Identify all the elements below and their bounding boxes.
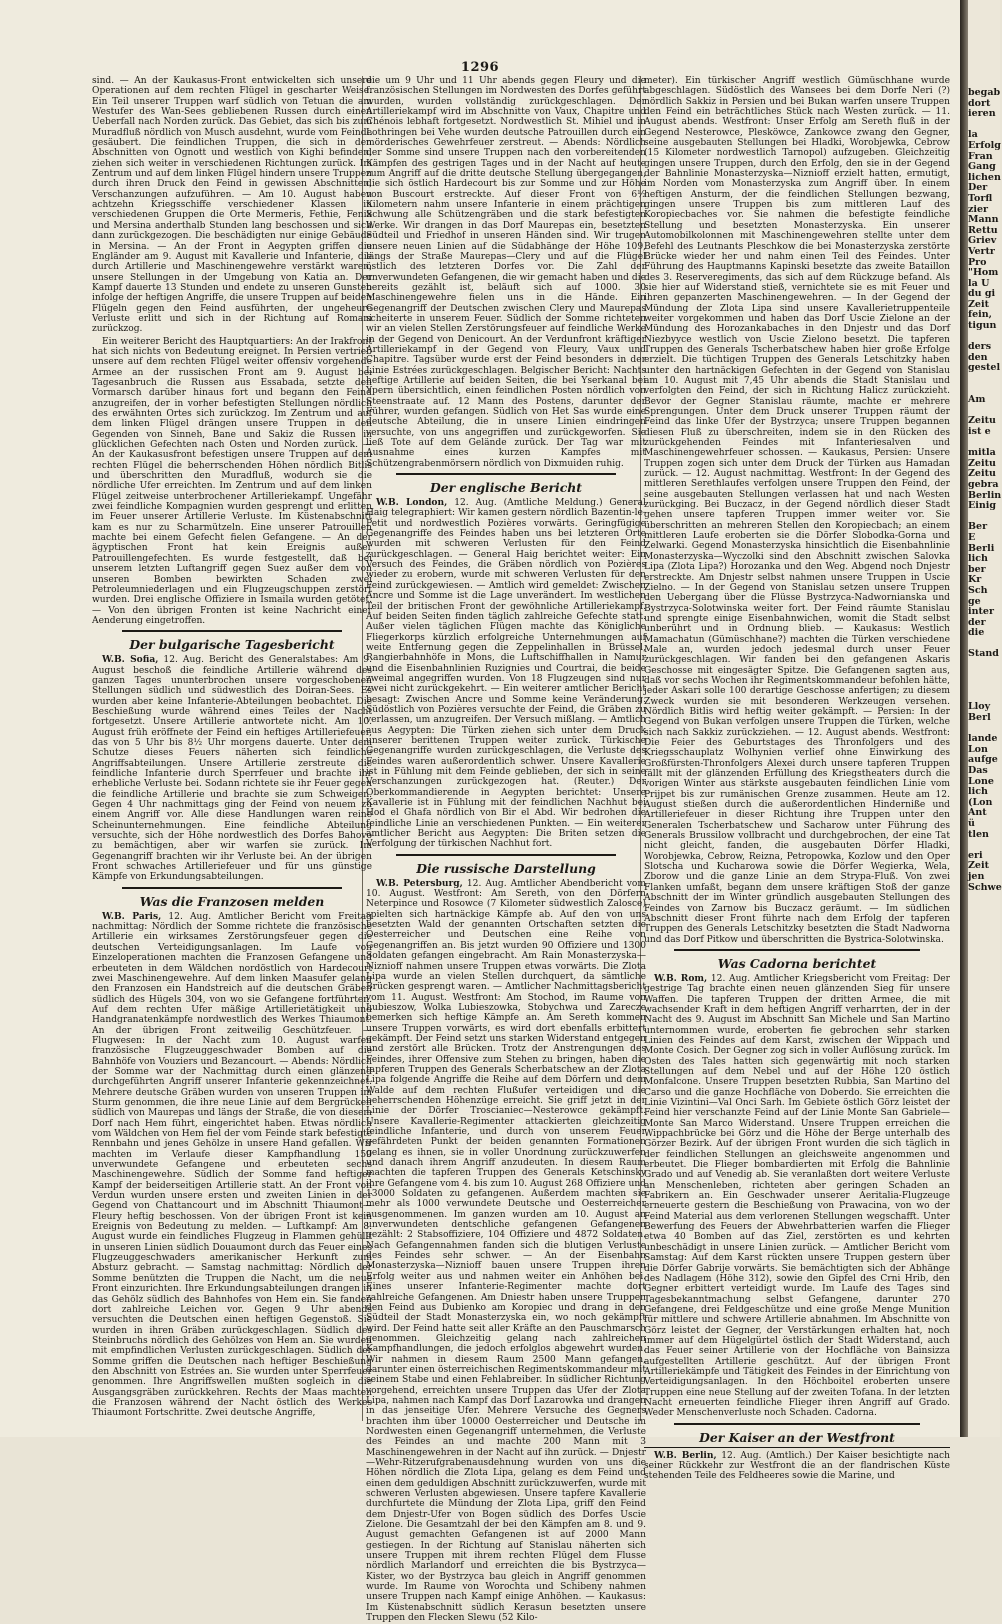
adjacent-page-fragment: gestel <box>968 362 1001 374</box>
adjacent-page-fragment: lich <box>968 553 988 565</box>
section-heading-french: Was die Franzosen melden <box>139 893 325 909</box>
adjacent-page-fragment: zier <box>968 203 989 215</box>
dateline: W.B. Rom, <box>654 972 708 984</box>
article-paragraph: meter). Ein türkischer Angriff westlich Gümüschhane wurde abgeschlagen. Südöstlich des Wansees bei dem Dorfe Neri (?) nördlich Sakkiz in Persien und bei Bukan warfen unsere Truppen den Feind ein beträchtliches Stück nach Westen zurück. — 11. August abends. Westfront: Unser Erfolg am Sereth fluß in der Gegend Nesterowce, Plesköwce, Zankowce zwang den Gegner, seine ausgebauten Stellungen bei Hladki, Worobjewka, Cebrow (15 Kilometer nordwestlich Tarnopol) aufzugeben. Gleichzeitig gingen unsere Truppen, durch den Erfolg, den sie in der Gegend der Bahnlinie Monasterzyska—Niznioff erzielt hatten, ermutigt, im Norden vom Monasterzyska zum Angriff über. In einem heftigen Ansturm, der die feindlichen Stellungen bezwang, gingen unsere Truppen bis zum mittleren Lauf des Koropiecbaches vor. Sie nahmen die befestigte feindliche Stellung und besetzten Monasterzyska. Ein unserer Automobilkolonnen mit Maschinengewehren stellte unter dem Befehl des Leutnants Pleschkow die bei Monasterzyska zerstörte Brücke wieder her und nahm einen Teil des Feindes. Unter Führung des Hauptmanns Kapinski besetzte das zweite Bataillon des 3. Reserveregiments, das sich auf dem Rückzuge befand. Als sie hier auf Widerstand stieß, vernichtete sie es mit Feuer und ihren gepanzerten Maschinengewehren. — In der Gegend der Mündung der Zlota Lipa sind unsere Kavallerietruppenteile weiter vorgekommen und haben das Dorf Uscie Zielone an der Mündung des Horozankabaches in den Dnjestr und das Dorf Niezbyyce westlich von Uscie Zielono besetzt. Die tapferen Truppen des Generals Tscherbatschew haben hier große Erfolge erzielt. Die tüchtigen Truppen des Generals Letschitzky haben unter den hartnäckigen Gefechten in der Gegend von Stanislau am 10. August mit 7,45 Uhr abends die Stadt Stanislau und verfolgten den Feind, der sich in Richtung Halicz zurückzieht. Bevor der Gegner Stanislau räumte, machte er mehrere Sprengungen. Unter dem Druck unserer Truppen räumt der Feind das linke Ufer der Bystrzyca; unsere Truppen begannen diesen Fluß zu überschreiten, indem sie in den Rücken des zurückgehenden Feindes mit Infanteriesalven und Maschinengewehrfeuer schossen. — Kaukasus, Persien: Unsere Truppen zogen sich unter dem Druck der Türken aus Hamadan zurück. — 12. August nachmittag. Westfront: In der Gegend des mittleren Serethlaufes verfolgen unsere Truppen den Feind, der seine ausgebauten Stellungen verlassen hat und nach Westen zurückging. Bei Buczacz, in der Gegend nördlich dieser Stadt gehen unsere tapferen Truppen immer weiter vor. Sie überschritten an mehreren Stellen den Koropiecbach; an einem mittleren Laufe eroberten sie die Dörfer Slobodka-Gorna und Zelwarki. Gegend Monasterzyska hinsichtlich die Eisenbahnlinie Monasterzyska—Wyczolki sind den Abschnitt zwischen Salovka Lipa (Zlota Lipa?) Horozanka und den Weg. Abgend noch Dnjestr erstreckte. Am Dnjestr selbst nahmen unsere Truppen in Uscie Zielno. — In der Gegend von Stanislau setzen unsere Truppen den Uebergang über die Flüsse Bystrzyca-Nadwornianska und Bystrzyca-Solotwinska weiter fort. Der Feind räumte Stanislau und sprengte einige Eisenbahnwichen, womit die Stadt selbst unberührt und in Ordnung blieb. — Kaukasus: Westlich Mamachatun (Gümüschhane?) machten die Türken verschiedene Male an, wurden jedoch jedesmal durch unser Feuer zurückgeschlagen. Wir fanden bei den gefangenen Askaris Geschosse mit eingesägter Spitze. Die Gefangenen sagten aus, daß vor sechs Wochen ihr Regimentskommandeur befohlen hätte, jeder Askari solle 100 derartige Geschosse anfertigen; zu diesem Zweck wurden sie mit besonderen Werkzeugen versehen. Nördlich Bitlis wird heftig weiter gekämpft. — Persien: In der Gegend von Bukan verfolgen unsere Truppen die Türken, welche sich nach Sakkiz zurückziehen. — 12. August abends. Westfront: Die Feier des Geburtstages des Thronfolgers und des Kriegsschauplatz Wolhynien verlief ohne Einwirkung des Großfürsten-Thronfolgers Alexei durch unsere tapferen Truppen fällt mit der glänzenden Erfüllung des Kriegstheaters durch die vorigen Winter aus stärkste ausgebauten feindlichen Linie vom Prijpet bis zur rumänischen Grenze zusammen. Heute am 12. August stießen durch die außerordentlichen Hinderniße und Artilleriefeuer in dieser Richtung ihre Truppen unter den Generalen Tscherbatschew und Sacharow unter Führung des Generals Brussilow vollbracht und durchgebrochen, der eine Tat nicht gleicht, fanden, die ausgebauten Dörfer Hladki, Worobjewka, Cebrow, Reizna, Petropowka, Kozlow und den Oper Slotscha und Kucharowa sowie die Dörfer Wegierka, Wela, Zborow und die ganze Linie an dem Strypa-Fluß. Von zwei Flanken umfaßt, begann dem unsere kräftigen Stoß der ganze Abschnitt der im Winter gründlich ausgebauten Stellungen des Feindes von Zarnow bis Buczacz geräumt. — Im südlichen Abschnitt dieser Front führte nach dem Erfolg der tapferen Truppen des Generals Letschitzky besetzten die Stadt Nadworna und das Dorf Pitkow und überschritten die Bystrica-Solotwinska. <box>644 76 950 945</box>
adjacent-page-fragment: Kr <box>968 574 982 586</box>
article-paragraph: die um 9 Uhr und 11 Uhr abends gegen Fleury und die französischen Stellungen im Nordwesten des Dorfes geführt wurden, wurden vollständig zurückgeschlagen. Der Artilleriekampf wird im Abschnitte von Vaux, Chapitre und Chénois lebhaft fortgesetzt. Nordwestlich St. Mihiel und in Lothringen bei Vehe wurden deutsche Patrouillen durch ein mörderisches Gewehrfeuer zerstreut. — Abends: Nördlich der Somme sind unsere Truppen nach den vorbereitenden Kämpfen des gestrigen Tages und in der Nacht auf heute zum Angriff auf die dritte deutsche Stellung übergegangen, die sich östlich Hardecourt bis zur Somme und zur Höhe von Buscourt erstreckte. Auf dieser Front von 6½ Kilometern nahm unsere Infanterie in einem prächtigen Schwung alle Schützengräben und die stark befestigten Werke. Wir drangen in das Dorf Maurepas ein, besetzten Südteil und Friedhof in unseren Händen sind. Wir trugen unsere neuen Linien auf die Südabhänge der Höhe 109, längs der Straße Maurepas—Clery und auf die Flügel östlich des letzteren Dorfes vor. Die Zahl der unverwundeten Gefangenen, die wir gemacht haben und die bereits gezählt ist, beläuft sich auf 1000. 30 Maschinengewehre fielen uns in die Hände. Ein Gegenangriff der Deutschen zwischen Clery und Maurepas scheiterte in unserem Feuer. Südlich der Somme richteten wir an vielen Stellen Zerstörungsfeuer auf feindliche Werke in der Gegend von Denicourt. An der Verdunfront kräftiger Artilleriekampf in der Gegend von Fleury, Vaux und Chapitre. Tagsüber wurde erst der Feind besonders in der Linie Estrées zurückgeschlagen. Belgischer Bericht: Nachts heftige Artillerie auf beiden Seiten, die bei Yserkanal bei Ypern übersichtlich, einen feindlichen Posten nördlich von Steenstraate auf. 12 Mann des Postens, darunter der Führer, wurden gefangen. Südlich von Het Sas wurde eine deutsche Abteilung, die in unsere Linien eindringen versuchte, von uns angegriffen und zurückgeworfen. Sie ließ Tote auf dem Gelände zurück. Der Tag war mit Ausnahme eines kurzen Kampfes mit Schützengrabenmörsern nördlich von Dixmuiden ruhig. <box>366 76 646 469</box>
adjacent-page-fragment: Erfolg <box>968 139 1001 151</box>
adjacent-page-fragment: la <box>968 129 978 141</box>
dateline: W.B. Sofia, <box>102 654 159 666</box>
adjacent-page-fragment: Zeitu <box>968 415 996 427</box>
article-paragraph: 12. Aug. Amtlicher Abendbericht vom 10. August. Westfront: Am Sereth, von den Dörfern Neterpince und Rosowce (7 Kilometer südwestlich Zalosce) spielten sich hartnäckige Kämpfe ab. Auf den von uns besetzten Wald der genannten Ortschaften setzten die Oesterreicher und Deutschen eine Reihe von Gegenangriffen an. Bis jetzt wurden 90 Offiziere und 1300 Soldaten gefangen eingebracht. Am Rain Monasterzyska—Niznioff nahmen unsere Truppen etwas vorwärts. Die Zlota Lipa wurde an vielen Stellen durchquert, da sämtliche Brücken gesprengt waren. — Amtlicher Nachmittagsbericht vom 11. August. Westfront: Am Stochod, im Raume von Lubieszow, Wolka Lubieszowka, Stobychwa und Zarecze bemerken sich heftige Kämpfe an. Am Sereth kommen unsere Truppen vorwärts, es wird dort ebenfalls erbittert gekämpft. Der Feind setzt uns starken Widerstand entgegen und zerstört alle Brücken. Trotz der Anstrengungen des Feindes, ihrer Offensive zum Stehen zu bringen, haben die tapferen Truppen des Generals Scherbatschew an der Zlota Lipa folgende Angriffe die Reihe auf dem Dörfern und dem Walde auf dem rechten Flußufer verteidigen und die beherrschenden Höhenzüge erreicht. Sie griff jetzt in der Linie der Dörfer Troscianiec—Nesterowce gekämpft. Unsere Kavallerie-Regimenter attackierten gleichzeitig feindliche Infanterie, und durch von unserem Feuer gefährdeten Punkt der beiden genannten Formationen gelang es ihnen, sie in voller Unordnung zurückzuwerfen und danach ihrem Angriff anzudeuten. In diesem Raum machten die tapferen Truppen des Generals Ketschinsky ihre Gefangene vom 4. bis zum 10. August 268 Offiziere und 13000 Soldaten zu gefangenen. Außerdem machten sie mehr als 1000 verwundete Deutsche und Oesterreicher ausgenommenen. Im ganzen wurden am 10. August an unverwundeten dentschliche gefangenen Gefangenen gezählt: 2 Stabsoffiziere, 104 Offiziere und 4872 Soldaten. Nach Gefangennahmen fanden sich die blutigen Verluste des Feindes sehr schwer. — An der Eisenbahn Monasterzyska—Niznioff bauen unsere Truppen ihren Erfolg weiter aus und nahmen weiter ein Anhöhen bei. Eines unserer Infanterie-Regimenter machte dort zahlreiche Gefangenen. Am Dniestr haben unsere Truppen den Feind aus Dubienko am Koropiec und drang in den Südteil der Stadt Monasterzyska ein, wo noch gekämpft wird. Der Feind hatte seit aller Kräfte an den Pauschmarsch genommen. Gleichzeitig gelang nach zahlreichen Kampfhandlungen, die jedoch erfolglos abgewehrt wurden. Wir nahmen in diesem Raum 2500 Mann gefangen, darunter einen österreichischen Regimentskommandeur mit seinem Stabe und einen Fehlabreiber. In südlicher Richtung vorgehend, erreichten unsere Truppen das Ufer der Zlota Lipa, nahmen nach Kampf das Dorf Lazarowka und drangen in das jenseitige Ufer. Mehrere Versuche des Gegners brachten ihm über 10000 Oesterreicher und Deutsche im Nordwesten einen Gegenangriff unternehmen, die Verluste des Feindes an und machte 200 Mann mit 3 Maschinengewehren in der Nacht auf ihn zurück. — Dnjestr—Wehr-Ritzerufgrabenausdehnung wurden von uns die Höhen nördlich die Zlota Lipa, gelang es dem Feind und einen dem geduldigen Abschnitt zurückzuwerfen, wurde mit schweren Verlusten abgewiesen. Unsere tapfere Kavallerie durchfurtete die Mündung der Zlota Lipa, griff den Feind dem Dnjestr-Ufer von Bogen südlich des Dorfes Uscie Zielone. Die Gesamtzahl der bei den Kämpfen am 8. und 9. August gemachten Gefangenen ist auf 2000 Mann gestiegen. In der Richtung auf Stanislau näherten sich unsere Truppen mit ihrem rechten Flügel dem Flusse nördlich Marlandorf und erreichten die bis Bystrzyca—Kister, wo der Bystrzyca bau gleich in Angriff genommen wurde. Im Raume von Worochta und Schibeny nahmen unsere Truppen nach Kampf einige Anhöhen. — Kaukasus: Im Küstenabschnitt südlich Kerasun besetzten unsere Truppen den Flecken Slewu (52 Kilo- <box>366 878 646 1624</box>
dateline: W.B. London, <box>376 497 448 509</box>
section-heading-english: Der englische Bericht <box>429 480 583 496</box>
adjacent-page-fragment: gebra <box>968 478 999 490</box>
adjacent-page-fragment: jen <box>968 870 985 882</box>
adjacent-page-fragment: Lon <box>968 743 988 755</box>
adjacent-page-fragment: tlen <box>968 828 989 840</box>
adjacent-page-fragment: Der <box>968 182 988 194</box>
adjacent-page-fragment: tigun <box>968 320 997 332</box>
adjacent-page-fragment: ieren <box>968 108 996 120</box>
article-paragraph: 12. Aug. (Amtlich.) Der Kaiser besichtigte nach seiner Rückkehr zur Westfront die an der flandrischen Küste stehenden Teile des Feldheeres sowie die Marine, und <box>644 1450 950 1482</box>
adjacent-page-fragment: "Hom <box>968 267 999 279</box>
article-paragraph: Ein weiterer Bericht des Hauptquartiers: An der Irakfront hat sich nichts von Bedeutung ereignet. In Persien vertrieb unsere auf dem rechten Flügel weiter offensiv vorgehende Armee an der russischen Front am 9. August bei Tagesanbruch die Russen aus Essabada, setzte den Vormarsch darüber hinaus fort und begann den Feind anzugreifen, der in vorher befestigten Stellungen nördlich des erwähnten Ortes sich zurückzog. Im Zentrum und auf dem linken Flügel drängen unsere Truppen in den Gegenden von Sinneh, Bane und Sakiz die Russen in glücklichen Gefechten nach Osten und Norden zurück. — An der Kaukasusfront befestigen unsere Truppen auf dem rechten Flügel die beherrschenden Höhen nördlich Bitlis und überschritten den Muradfluß, wodurch sie die nördliche Ufer erreichten. Im Zentrum und auf dem linken Flügel zeitweise unterbrochener Artilleriekampf. Ungefähr zwei feindliche Kompagnien wurden gesprengt und erlitten im Feuer unserer Artillerie Verluste. Im Küstenabschnitt kam es nur zu Scharmützeln. Eine unserer Patrouillen machte bei einem Gefecht fielen Gefangene. — An der ägyptischen Front hat kein Ereignis außer Patrouillengefechten. Es wurde festgestellt, daß bei unserem letzten Luftangriff gegen Suez außer dem von unseren Bomben bewirkten Schaden zwei Petroleumniederlagen und ein Flugzeugschuppen zerstört wurden. Drei englische Offiziere in Ismaila wurden getötet. — Von den übrigen Fronten ist keine Nachricht einer Aenderung eingetroffen. <box>92 336 372 626</box>
adjacent-page-fragment: Lone <box>968 775 994 787</box>
adjacent-page-fragment: mitla <box>968 447 996 459</box>
adjacent-page-fragment: Berli <box>968 542 995 554</box>
adjacent-page-fragment: eri <box>968 849 983 861</box>
article-paragraph: sind. — An der Kaukasus-Front entwickelten sich unsere Operationen auf dem rechten Flügel in gescharter Weise. Ein Teil unserer Truppen warf südlich von Tetuan die am Westufer des Wan-Sees gebliebenen Russen durch einen Ueberfall nach Norden zurück. Das Gebiet, das sich bis zum Muradfluß nördlich von Musch ausdehnt, wurde vom Feinde gesäubert. Die feindlichen Truppen, die sich in den Abschnitten von Ognott und westlich von Kighi befinden, ziehen sich weiter in verschiedenen Richtungen zurück. Im Zentrum und auf dem linken Flügel hindern unsere Truppen durch ihren Druck den Feind in gewissen Abschnitten, Verschanzungen aufzuführen. — Am 10. August haben achtzehn Kriegsschiffe verschiedener Klassen in verschiedenen Gruppen die Orte Mermeris, Fethie, Fenik und Mersina anderthalb Stunden lang beschossen und sich dann zurückgezogen. Die beschädigten nur einige Gebäude in Mersina. — An der Front in Aegypten griffen die Engländer am 9. August mit Kavallerie und Infanterie, die durch Artillerie und Maschinengewehre verstärkt waren, unsere Stellungen in der Umgebung von Katia an. Der Kampf dauerte 13 Stunden und endete zu unseren Gunsten infolge der heftigen Angriffe, die unsere Truppen auf beiden Flügeln gegen den Feind ausführten, der ungeheure Verluste erlitt und sich in der Richtung auf Romani zurückzog. <box>92 76 372 335</box>
adjacent-page-fragment: Am <box>968 394 986 406</box>
section-divider <box>122 887 342 889</box>
adjacent-page-fragment: Zeit <box>968 298 989 310</box>
adjacent-page-fragment: Zeitu <box>968 457 996 469</box>
section-divider <box>674 1423 920 1425</box>
adjacent-page-fragment: E <box>968 531 976 543</box>
adjacent-page-fragment: der <box>968 616 986 628</box>
adjacent-page-fragment: Das <box>968 765 988 776</box>
adjacent-page-fragment: ge <box>968 595 981 607</box>
adjacent-page-fragment: begab <box>968 87 1001 98</box>
adjacent-page-fragment: ist e <box>968 426 991 437</box>
column-2 <box>366 76 646 1624</box>
adjacent-page-fragment <box>968 681 1000 692</box>
adjacent-page-fragment: Stand <box>968 648 999 660</box>
adjacent-page-fragment: Zeit <box>968 860 989 872</box>
page-gutter <box>960 0 968 1437</box>
dateline: W.B. Paris, <box>102 910 162 922</box>
adjacent-page-fragment: Ber <box>968 521 988 533</box>
article-paragraph: 12. Aug. Amtlicher Kriegsbericht vom Freitag: Der gestrige Tag brachte einen neuen glänzenden Sieg für unsere Waffen. Die tapferen Truppen der dritten Armee, die mit wachsender Kraft in dem heftigen Angriff verharrten, der in der Nacht des 9. August im Abschnitt San Michele und San Martino unternommen wurde, eroberten fie gebrochen sehr starken Linien des Feindes auf dem Karst, zwischen der Wippach und Monte Cosich. Der Gegner zog sich in voller Auflösung zurück. Im Osten des Tales hatten sich gegenwärtig mit noch starken Stellungen auf dem Nebel und auf der Höhe 120 östlich Monfalcone. Unsere Truppen besetzten Rubbia, San Martino del Carso und die ganze Hochfläche von Doberdo. Sie erreichten die Linie Vizintini—Val Onci Sarh. Im Gebiete östlich Görz leistet der Feind hier verschanzte Feind auf der Linie Monte San Gabriele—Monte San Marco Widerstand. Unsere Truppen erreichen die Wippachbrücke bei Görz und die Höhe der Berge unterhalb des Görzer Bezirk. Auf der übrigen Front wurden die sich täglich in der feindlichen Stellungen an gleichsweite angenommen und erbeutet. Die Flieger bombardierten mit Erfolg die Bahnlinie Grado und auf Venedig ab. Sie veranlaßten dort weitere Verluste an Menschenleben, richteten aber geringen Schaden an Fabrikern an. Ein Geschwader unserer Aeritalia-Flugzeuge erneuerte gestern die Beschießung von Prawacina, von wo der Feind Material aus dem verlorenen Stellungen wegschafft. Unter Bewerfung des Feuers der Abwehrbatterien warfen die Flieger etwa 40 Bomben auf das Ziel, zerstörten es und kehrten unbeschädigt in unsere Linien zurück. — Amtlicher Bericht vom Samstag: Auf dem Karst rückten unsere Truppen gestern über die Dörfer Gabrije vorwärts. Sie bemächtigten sich der Abhänge des Nadlagem (Höhe 312), sowie den Gipfel des Crni Hrib, den Gegner erbittert verteidigt wurde. Im Laufe des Tages sind Tagesbekanntmachung selbst Gefangene, darunter 270 Gefangene, drei Feldgeschütze und eine große Menge Munition für mittlere und schwere Artillerie abnahmen. Im Abschnitte von Görz leistet der Gegner, der Verstärkungen erhalten hat, noch immer auf dem Hügelgürtel östlich der Stadt Widerstand, auch das Feuer seiner Artillerie von der Hochfläche von Bainsizza aufgestellten Artillerie geschützt. Auf der übrigen Front Artilleriekämpfe und Tätigkeit des Feindes in der Einrichtung von Verteidigungsanlagen. In den Höchboitel eroberten unsere Truppen eine neue Stellung auf der zweiten Tofana. In der letzten Nacht erneuerten feindliche Flieger ihren Angriff auf Grado. Weder Menschenverluste noch Schaden. Cadorna. <box>644 973 951 1419</box>
adjacent-page-fragment: dort <box>968 97 991 109</box>
adjacent-page-fragment: Torfl <box>968 192 993 204</box>
adjacent-page-fragment: (Lon <box>968 796 993 808</box>
adjacent-page-fragment: ber <box>968 563 986 575</box>
adjacent-page-fragment: ü <box>968 817 975 829</box>
adjacent-page-fragment: la U <box>968 277 990 289</box>
dateline: W.B. Petersburg, <box>376 877 463 889</box>
adjacent-page-fragment: Fran <box>968 150 993 162</box>
adjacent-page-fragment <box>968 671 1000 682</box>
adjacent-page-fragment: Berlin <box>968 489 1002 501</box>
section-divider <box>396 473 616 475</box>
adjacent-page-fragment: Gang <box>968 161 996 173</box>
adjacent-page-fragment: Pro <box>968 256 987 268</box>
adjacent-page-fragment: du gi <box>968 288 996 300</box>
adjacent-page-fragment: Zeitu <box>968 468 996 480</box>
adjacent-page-fragment: Mann <box>968 214 999 226</box>
adjacent-page-fragment: Lloy <box>968 701 991 713</box>
section-divider <box>396 854 616 856</box>
section-heading-cadorna: Was Cadorna berichtet <box>717 955 877 971</box>
adjacent-page-fragment: aufge <box>968 754 998 766</box>
dateline: W.B. Berlin, <box>654 1449 717 1461</box>
adjacent-page-fragment: Schwe <box>968 881 1002 893</box>
adjacent-page-fragment: inter <box>968 606 994 618</box>
adjacent-page-fragment: den <box>968 351 988 363</box>
adjacent-page-fragment: Griev <box>968 235 997 247</box>
section-divider <box>122 630 342 632</box>
article-paragraph: 12. Aug. (Amtliche Meldung.) General Haig telegraphiert: Wir kamen gestern nördlich Bazentin-le-Petit und nordwestlich Pozières vorwärts. Geringfügige Gegenangriffe des Feindes haben uns bei letzteren Orte wurden mit schweren Verlusten für den Feind zurückgeschlagen. — General Haig berichtet weiter: Ein Versuch des Feindes, die Gräben nördlich von Pozières wieder zu erobern, wurde mit schweren Verlusten für den Feind zurückgewiesen. — Amtlich wird gemeldet: Zwischen Ancre und Somme ist die Lage unverändert. Im westlichen Teil der britischen Front der gewöhnliche Artilleriekampf. Auf beiden Seiten finden täglich zahlreiche Gefechte statt. Außer vielen täglichen Flügen machte das Königliche Fliegerkorps kürzlich erfolgreiche Unternehmungen auf weite Entfernung gegen die Zeppelinhallen in Brüssel, Rangierbahnhöfe in Mons, die Luftschiffhallen in Namur und die Eisenbahnlinien Ruzignies und Courtrai, die beide zweimal angegriffen wurden. Von 18 Flugzeugen sind nur zwei nicht zurückgekehrt. — Ein weiterer amtlicher Bericht besagt: Zwischen Ancre und Somme keine Veränderung. Südöstlich von Pozières versuchte der Feind, die Gräben zu verlassen, um anzugreifen. Der Versuch mißlang. — Amtlich aus Aegypten: Die Türken ziehen sich unter dem Druck unserer berittenen Truppen weiter zurück. Türkische Gegenangriffe wurden zurückgeschlagen, die Verluste des Feindes waren außerordentlich schwer. Unsere Kavallerie ist in Fühlung mit dem Feinde geblieben, der sich in seine Verschanzungen zurückgezogen hat. (Reuter.) Der Oberkommandierende in Aegypten berichtet: Unsere Kavallerie ist in Fühlung mit der feindlichen Nachhut bei Hod el Ghafa nördlich von Bir el Abd. Wir bedrohen die feindliche Linie an verschiedenen Punkten. — Ein weiterer amtlicher Bericht aus Aegypten: Die Briten setzen die Verfolgung der türkischen Nachhut fort. <box>366 498 646 850</box>
article-paragraph: 12. Aug. Bericht des Generalstabes: Am 9. August beschoß die feindliche Artillerie während des ganzen Tages ununterbrochen unsere vorgeschobenen Stellungen südlich und südwestlich des Doiran-Sees. Es wurden aber keine Infanterie-Abteilungen beobachtet. Die Beschießung wurde während eines Teiles der Nacht fortgesetzt. Unsere Artillerie antwortete nicht. Am 10. August früh eröffnete der Feind ein heftiges Artilleriefeuer, das von 5 Uhr bis 8½ Uhr morgens dauerte. Unter dem Schutze dieses Feuers näherten sich feindliche Angriffsabteilungen. Unsere Artillerie zerstreute die feindliche Infanterie durch Sperrfeuer und brachte ihr erhebliche Verluste bei. Sodann richtete sie ihr Feuer gegen die feindliche Artillerie und brachte sie zum Schweigen. Gegen 4 Uhr nachmittags ging der Feind von neuem zu einem Angriff vor. Alle diese Handlungen waren reine Scheinunternehmungen. Eine feindliche Abteilung versuchte, sich der Höhe nordwestlich des Dorfes Bahovo zu bemächtigen, aber wir warfen sie zurück. Im Gegenangriff brachten wir ihr Verluste bei. An der übrigen Front schwaches Artilleriefeuer und für uns günstige Kämpfe von Erkundungsabteilungen. <box>92 655 372 883</box>
section-heading-russian: Die russische Darstellung <box>416 860 596 876</box>
section-heading-kaiser: Der Kaiser an der Westfront <box>644 1430 950 1448</box>
section-divider <box>674 949 920 951</box>
column-3 <box>644 76 951 1482</box>
adjacent-page-fragment: fein, <box>968 309 992 321</box>
adjacent-page-fragment: Einig <box>968 500 997 512</box>
adjacent-page-fragment: ders <box>968 341 992 353</box>
adjacent-page-fragment: lande <box>968 733 998 745</box>
adjacent-page-fragment: Berl <box>968 712 991 724</box>
article-paragraph: 12. Aug. Amtlicher Bericht vom Freitag nachmittag: Nördlich der Somme richtete die französische Artillerie ein wirksames Zerstörungsfeuer gegen die deutschen Verteidigungsanlagen. Im Laufe von Einzeloperationen machten die Franzosen Gefangene und erbeuteten in dem Wäldchen nordöstlich von Hardecourt zwei Maschinengewehre. Auf dem linken Maasufer gelang den Franzosen ein Handstreich auf die deutschen Gräben südlich des Hügels 304, von wo sie Gefangene fortführten. Auf dem rechten Ufer mäßige Artillerietätigkeit und Handgranatenkämpfe nordwestlich des Werkes Thiaumont. An der übrigen Front zeitweilig Geschützfeuer. — Flugwesen: In der Nacht zum 10. August warfen französische Flugzeuggeschwader Bomben auf die Bahnhöfe von Vouziers und Bezancourt. — Abends: Nördlich der Somme war der Nachmittag durch einen glänzend durchgeführten Angriff unserer Infanterie gekennzeichnet. Mehrere deutsche Gräben wurden von unseren Truppen im Sturm genommen, die ihre neue Linie auf dem Bergrücken südlich von Maurepas und längs der Straße, die von diesem Dorf nach Hem führt, eingerichtet haben. Etwas nördlich vom Wäldchen von Hem fiel der vom Feinde stark befestigte Rennbahn und jenes Gehölze in unsere Hand gefallen. Wir machten im Verlaufe dieser Kampfhandlung 150 unverwundete Gefangene und erbeuteten sechs Maschinengewehre. Südlich der Somme fand heftiger Kampf der beiderseitigen Artillerie statt. An der Front von Verdun wurden unsere ersten und zweiten Linien in der Gegend von Chattancourt und im Abschnitt Thiaumont—Fleury heftig beschossen. Von der übrigen Front ist kein Ereignis von Bedeutung zu melden. — Luftkampf: Am 8. August wurde ein feindliches Flugzeug in Flammen gehüllt in unseren Linien südlich Douaumont durch das Feuer eines Flugzeuggeschwaders amerikanischer Herkunft zum Absturz gebracht. — Samstag nachmittag: Nördlich der Somme benützten die Truppen die Nacht, um die neue Front einzurichten. Ihre Erkundungsabteilungen drangen in das Gehölz südlich des Bahnhofes von Hem ein. Sie fanden dort zahlreiche Leichen vor. Gegen 9 Uhr abends versuchten die Deutschen einen heftigen Gegenstoß. Sie wurden in ihren Gräben zurückgeschlagen. Südlich des Steinbruchs nördlich des Gehölzes von Hem an. Sie wurden mit empfindlichen Verlusten zurückgeschlagen. Südlich der Somme griffen die Deutschen nach heftiger Beschießung den Abschnitt von Estrées an. Sie wurden unter Sperrfeuer genommen. Ihre Angriffswellen mußten sogleich in die Ausgangsgräben zurückkehren. Rechts der Maas machten die Franzosen während der Nacht östlich des Werkes Thiaumont Fortschritte. Zwei deutsche Angriffe, <box>92 911 372 1419</box>
adjacent-page-fragment: die <box>968 627 985 639</box>
page-number: 1296 <box>460 60 500 75</box>
column-1 <box>92 76 372 1421</box>
adjacent-page-fragment <box>968 660 1000 671</box>
section-heading-bulgarian: Der bulgarische Tagesbericht <box>129 637 335 653</box>
adjacent-page-fragment <box>968 374 1000 385</box>
adjacent-page-edge <box>968 0 1000 1437</box>
adjacent-page-fragment: Ant <box>968 807 987 819</box>
adjacent-page-fragment: lichen <box>968 171 1001 183</box>
adjacent-page-fragment: Vertr <box>968 245 995 257</box>
adjacent-page-fragment: lich <box>968 786 988 798</box>
adjacent-page-fragment: Rettu <box>968 224 998 236</box>
adjacent-page-fragment: Sch <box>968 584 988 596</box>
